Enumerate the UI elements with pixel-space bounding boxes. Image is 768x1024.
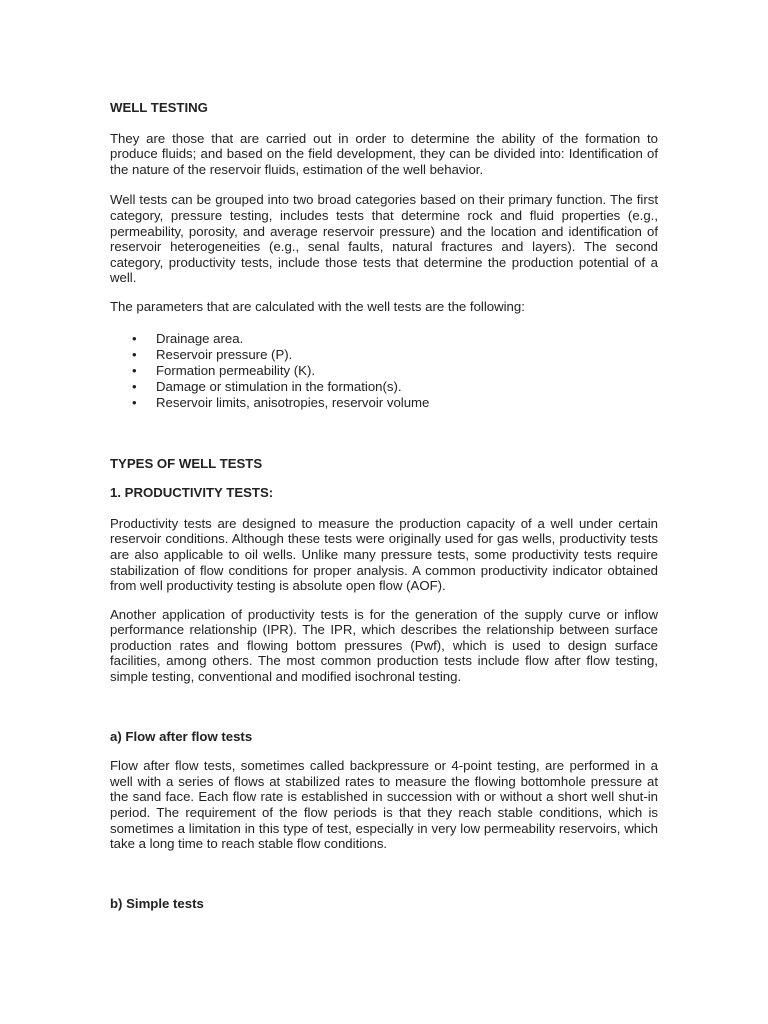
productivity-paragraph-2: Another application of productivity tests is for the generation of the supply curve or inflow performance relationship (IPR). The IPR, which describes the relationship between surface production rates and flowing bottom pressures (Pwf), which is used to design surface facilities, among others. The most common production tests include flow after flow testing, simple testing, conventional and modified isochronal testing.	[110, 606, 658, 685]
types-heading: TYPES OF WELL TESTS	[110, 455, 263, 471]
bullet-icon: •	[132, 346, 137, 362]
bullet-icon: •	[132, 395, 137, 411]
list-item	[110, 347, 658, 363]
bullet-icon: •	[132, 362, 137, 378]
list-item-text: Formation permeability (K).	[156, 362, 316, 378]
list-item-text: Reservoir limits, anisotropies, reservoir volume	[156, 395, 430, 411]
simple-tests-heading: b) Simple tests	[110, 895, 204, 911]
list-item-text: Damage or stimulation in the formation(s).	[156, 379, 402, 395]
bullet-icon: •	[132, 379, 137, 395]
document-title: WELL TESTING	[110, 100, 208, 115]
document-page	[110, 100, 658, 911]
productivity-paragraph-1: Productivity tests are designed to measure the production capacity of a well under certain reservoir conditions. Although these tests were originally used for gas wells, productivity tests are also applicable to oil wells. Unlike many pressure tests, some productivity tests require stabilization of flow conditions for proper analysis. A common productivity indicator obtained from well productivity testing is absolute open flow (AOF).	[110, 515, 658, 594]
flow-after-flow-paragraph: Flow after flow tests, sometimes called backpressure or 4-point testing, are performed in a well with a series of flows at stabilized rates to measure the flowing bottomhole pressure at the sand face. Each flow rate is established in succession with or without a short well shut-in period. The requirement of the flow periods is that they reach stable conditions, which is sometimes a limitation in this type of test, especially in very low permeability reservoirs, which take a long time to reach stable flow conditions.	[110, 758, 658, 852]
flow-after-flow-heading: a) Flow after flow tests	[110, 728, 253, 744]
list-item	[110, 379, 658, 395]
parameters-list	[110, 331, 658, 412]
categories-paragraph: Well tests can be grouped into two broad categories based on their primary function. The first category, pressure testing, includes tests that determine rock and fluid properties (e.g., permeability, porosity, and average reservoir pressure) and the location and identification of reservoir heterogeneities (e.g., senal faults, natural fractures and layers). The second category, productivity tests, include those tests that determine the production potential of a well.	[110, 192, 658, 286]
parameters-intro: The parameters that are calculated with the well tests are the following:	[110, 298, 525, 314]
productivity-heading: 1. PRODUCTIVITY TESTS:	[110, 485, 274, 501]
list-item	[110, 395, 658, 411]
list-item-text: Drainage area.	[156, 330, 244, 346]
list-item	[110, 363, 658, 379]
list-item	[110, 331, 658, 347]
bullet-icon: •	[132, 330, 137, 346]
list-item-text: Reservoir pressure (P).	[156, 346, 293, 362]
intro-paragraph: They are those that are carried out in order to determine the ability of the formation to produce fluids; and based on the field development, they can be divided into: Identification of the nature of the reservoir fluids, estimation of the well behavior.	[110, 130, 658, 177]
